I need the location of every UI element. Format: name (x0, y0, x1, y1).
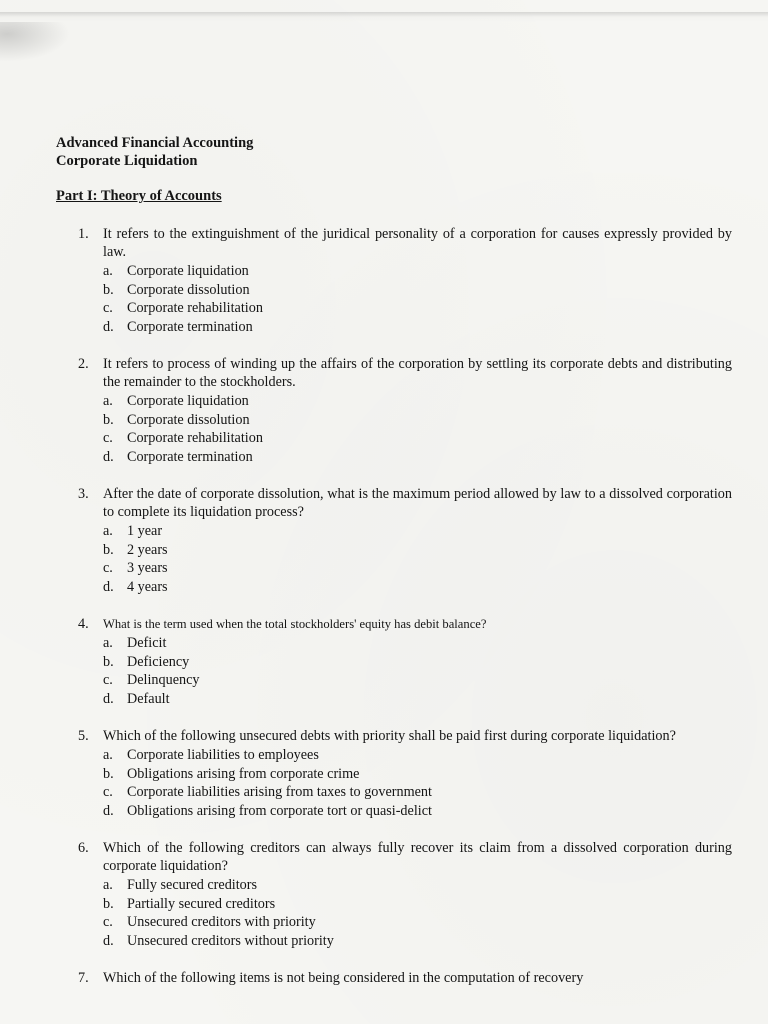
choice-item (103, 448, 732, 467)
choice-item (103, 522, 732, 541)
question-text: It refers to the extinguishment of the juridical personality of a corporation for causes expressly provided by law. (103, 226, 732, 260)
choice-letter: a. (103, 877, 113, 893)
choice-letter: d. (103, 318, 114, 335)
choice-letter: b. (103, 895, 114, 912)
choice-item (103, 913, 732, 932)
choice-item (103, 802, 732, 821)
choice-item (103, 671, 732, 690)
question-number: 5. (78, 728, 89, 744)
choice-letter: d. (103, 578, 114, 595)
choice-item (103, 411, 732, 430)
question-text: What is the term used when the total stockholders' equity has debit balance? (103, 617, 487, 631)
choice-item (103, 262, 732, 281)
question-item (78, 969, 732, 987)
topic-title: Corporate Liquidation (56, 153, 198, 169)
choice-item (103, 932, 732, 951)
choice-text: Deficiency (127, 653, 190, 670)
choice-text: Deficit (127, 635, 167, 651)
choice-list (103, 746, 732, 820)
document-header (56, 134, 253, 170)
choice-text: Corporate rehabilitation (127, 300, 263, 316)
question-list (78, 225, 732, 1006)
choice-item (103, 765, 732, 784)
choice-item (103, 318, 732, 337)
choice-text: 1 year (127, 523, 163, 539)
choice-list (103, 876, 732, 950)
scan-corner-smudge (0, 22, 70, 62)
choice-item (103, 429, 732, 448)
choice-text: Corporate dissolution (127, 281, 250, 298)
question-number: 4. (78, 616, 89, 632)
choice-list (103, 262, 732, 336)
choice-letter: a. (103, 635, 113, 651)
choice-text: Corporate termination (127, 318, 253, 335)
choice-item (103, 653, 732, 672)
question-body (103, 485, 732, 596)
choice-text: Corporate dissolution (127, 411, 250, 428)
choice-letter: c. (103, 430, 113, 446)
choice-letter: d. (103, 802, 114, 819)
choice-letter: b. (103, 411, 114, 428)
question-body (103, 225, 732, 336)
choice-text: Corporate liabilities to employees (127, 747, 319, 763)
question-text: It refers to process of winding up the affairs of the corporation by settling its corporate debts and distributing the remainder to the stockholders. (103, 356, 732, 390)
choice-text: Partially secured creditors (127, 895, 276, 912)
question-text: After the date of corporate dissolution, what is the maximum period allowed by law to a dissolved corporation to complete its liquidation process? (103, 486, 732, 520)
choice-letter: c. (103, 672, 113, 688)
choice-list (103, 392, 732, 466)
choice-text: Corporate termination (127, 448, 253, 465)
choice-text: Fully secured creditors (127, 877, 258, 893)
choice-text: 4 years (127, 578, 168, 595)
choice-list (103, 522, 732, 596)
choice-item (103, 559, 732, 578)
choice-letter: d. (103, 932, 114, 949)
choice-text: Default (127, 690, 170, 707)
choice-letter: b. (103, 541, 114, 558)
question-body (103, 727, 732, 820)
choice-item (103, 578, 732, 597)
choice-text: Obligations arising from corporate crime (127, 765, 360, 782)
question-item (78, 355, 732, 466)
question-body (103, 839, 732, 950)
choice-text: Delinquency (127, 672, 200, 688)
question-text: Which of the following creditors can always fully recover its claim from a dissolved corporation during corporate liquidation? (103, 840, 732, 874)
scan-edge-shadow (0, 12, 768, 22)
question-body (103, 355, 732, 466)
choice-text: Corporate liquidation (127, 393, 249, 409)
course-title: Advanced Financial Accounting (56, 135, 254, 151)
choice-item (103, 895, 732, 914)
choice-letter: a. (103, 263, 113, 279)
choice-item (103, 392, 732, 411)
choice-letter: b. (103, 653, 114, 670)
choice-item (103, 541, 732, 560)
choice-text: 3 years (127, 560, 168, 576)
question-number: 3. (78, 486, 89, 502)
choice-item (103, 876, 732, 895)
choice-letter: a. (103, 523, 113, 539)
question-text: Which of the following items is not being considered in the computation of recovery (103, 970, 584, 986)
choice-letter: c. (103, 560, 113, 576)
choice-letter: b. (103, 765, 114, 782)
question-item (78, 225, 732, 336)
choice-item (103, 634, 732, 653)
choice-letter: d. (103, 448, 114, 465)
choice-letter: c. (103, 784, 113, 800)
question-number: 1. (78, 226, 89, 242)
choice-letter: a. (103, 747, 113, 763)
choice-text: 2 years (127, 541, 168, 558)
question-number: 7. (78, 970, 89, 986)
choice-item (103, 690, 732, 709)
question-item (78, 615, 732, 708)
choice-text: Unsecured creditors with priority (127, 914, 316, 930)
question-body (103, 969, 732, 987)
choice-letter: c. (103, 914, 113, 930)
choice-item (103, 746, 732, 765)
choice-letter: a. (103, 393, 113, 409)
question-item (78, 727, 732, 820)
choice-text: Corporate liabilities arising from taxes to government (127, 784, 432, 800)
question-item (78, 485, 732, 596)
question-number: 2. (78, 356, 89, 372)
question-body (103, 615, 732, 708)
question-number: 6. (78, 840, 89, 856)
choice-item (103, 299, 732, 318)
choice-letter: c. (103, 300, 113, 316)
choice-item (103, 783, 732, 802)
choice-text: Unsecured creditors without priority (127, 932, 334, 949)
choice-text: Corporate rehabilitation (127, 430, 263, 446)
choice-item (103, 281, 732, 300)
part-heading: Part I: Theory of Accounts (56, 188, 222, 204)
question-item (78, 839, 732, 950)
choice-text: Corporate liquidation (127, 263, 249, 279)
choice-text: Obligations arising from corporate tort or quasi-delict (127, 802, 432, 819)
choice-letter: d. (103, 690, 114, 707)
choice-letter: b. (103, 281, 114, 298)
question-text: Which of the following unsecured debts with priority shall be paid first during corporate liquidation? (103, 728, 676, 744)
choice-list (103, 634, 732, 708)
